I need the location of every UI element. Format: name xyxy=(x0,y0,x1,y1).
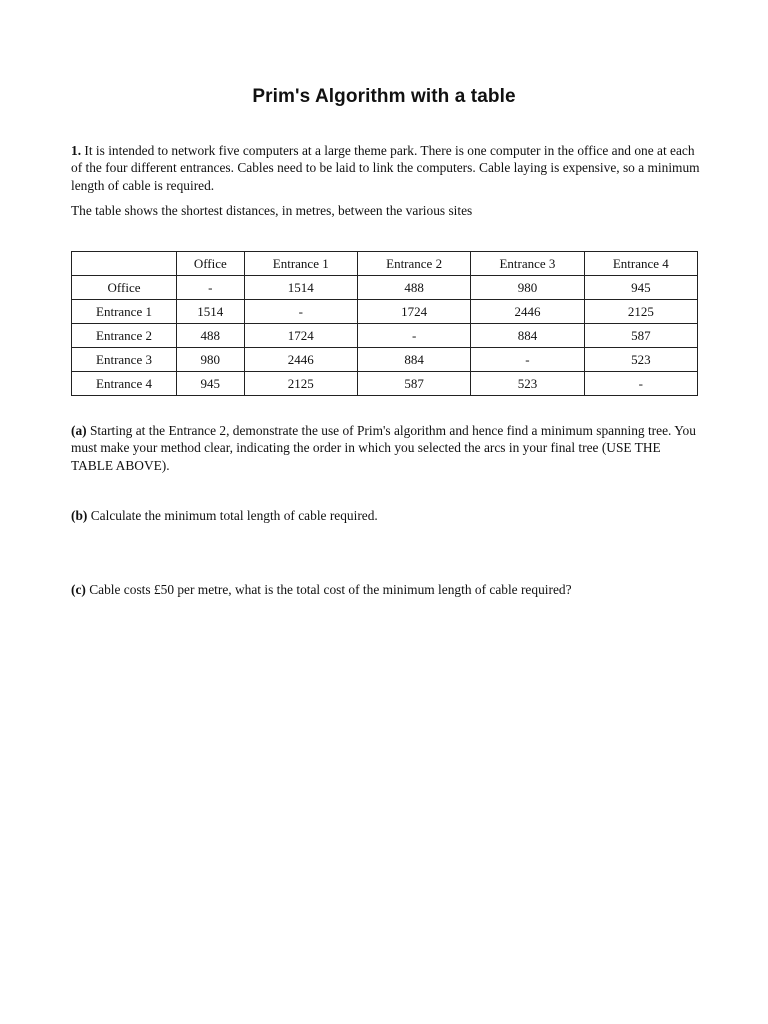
part-c-body: Cable costs £50 per metre, what is the total cost of the minimum length of cable required? xyxy=(85,582,572,597)
question-number: 1. xyxy=(71,143,82,158)
part-b-body: Calculate the minimum total length of cable required. xyxy=(87,508,378,523)
part-a-body: Starting at the Entrance 2, demonstrate the use of Prim's algorithm and hence find a minimum spanning tree. You must make your method clear, indicating the order in which you selected the arcs in your final tree (USE THE TABLE ABOVE). xyxy=(71,423,696,473)
table-corner-cell xyxy=(72,252,177,276)
table-cell: 2446 xyxy=(244,348,357,372)
column-header: Entrance 2 xyxy=(357,252,470,276)
table-intro: The table shows the shortest distances, in metres, between the various sites xyxy=(71,203,473,218)
part-b-label: (b) xyxy=(71,508,88,523)
part-b-text xyxy=(71,507,701,524)
table-cell: 2125 xyxy=(584,300,697,324)
part-c-label: (c) xyxy=(71,582,86,597)
table-cell: - xyxy=(244,300,357,324)
table-cell: 523 xyxy=(584,348,697,372)
column-header: Office xyxy=(177,252,245,276)
part-c-text xyxy=(71,581,701,598)
row-header: Entrance 1 xyxy=(72,300,177,324)
table-row xyxy=(72,300,698,324)
column-header: Entrance 3 xyxy=(471,252,584,276)
table-row xyxy=(72,348,698,372)
table-cell: 1724 xyxy=(357,300,470,324)
question-1-body: It is intended to network five computers at a large theme park. There is one computer in the office and one at each of the four different entrances. Cables need to be laid to link the computers. Cable laying is expensive, so a minimum length of cable is required. xyxy=(71,143,700,193)
table-row xyxy=(72,324,698,348)
table-row xyxy=(72,276,698,300)
row-header: Entrance 2 xyxy=(72,324,177,348)
part-a-text xyxy=(71,422,701,474)
column-header: Entrance 1 xyxy=(244,252,357,276)
distance-table xyxy=(71,251,698,396)
table-cell: 488 xyxy=(357,276,470,300)
page-title: Prim's Algorithm with a table xyxy=(252,86,516,107)
table-cell: 884 xyxy=(471,324,584,348)
table-cell: 488 xyxy=(177,324,245,348)
table-cell: 523 xyxy=(471,372,584,396)
table-cell: 945 xyxy=(584,276,697,300)
table-cell: 980 xyxy=(471,276,584,300)
part-a-label: (a) xyxy=(71,423,87,438)
table-cell: 1724 xyxy=(244,324,357,348)
column-header: Entrance 4 xyxy=(584,252,697,276)
table-cell: - xyxy=(471,348,584,372)
table-cell: 587 xyxy=(584,324,697,348)
table-cell: 1514 xyxy=(244,276,357,300)
table-cell: - xyxy=(177,276,245,300)
table-cell: 945 xyxy=(177,372,245,396)
table-cell: 587 xyxy=(357,372,470,396)
table-cell: 2125 xyxy=(244,372,357,396)
table-row xyxy=(72,372,698,396)
table-header-row xyxy=(72,252,698,276)
table-cell: - xyxy=(357,324,470,348)
table-cell: 1514 xyxy=(177,300,245,324)
table-cell: 980 xyxy=(177,348,245,372)
question-1-text xyxy=(71,142,701,194)
row-header: Office xyxy=(72,276,177,300)
row-header: Entrance 3 xyxy=(72,348,177,372)
table-cell: 2446 xyxy=(471,300,584,324)
table-cell: 884 xyxy=(357,348,470,372)
row-header: Entrance 4 xyxy=(72,372,177,396)
table-cell: - xyxy=(584,372,697,396)
